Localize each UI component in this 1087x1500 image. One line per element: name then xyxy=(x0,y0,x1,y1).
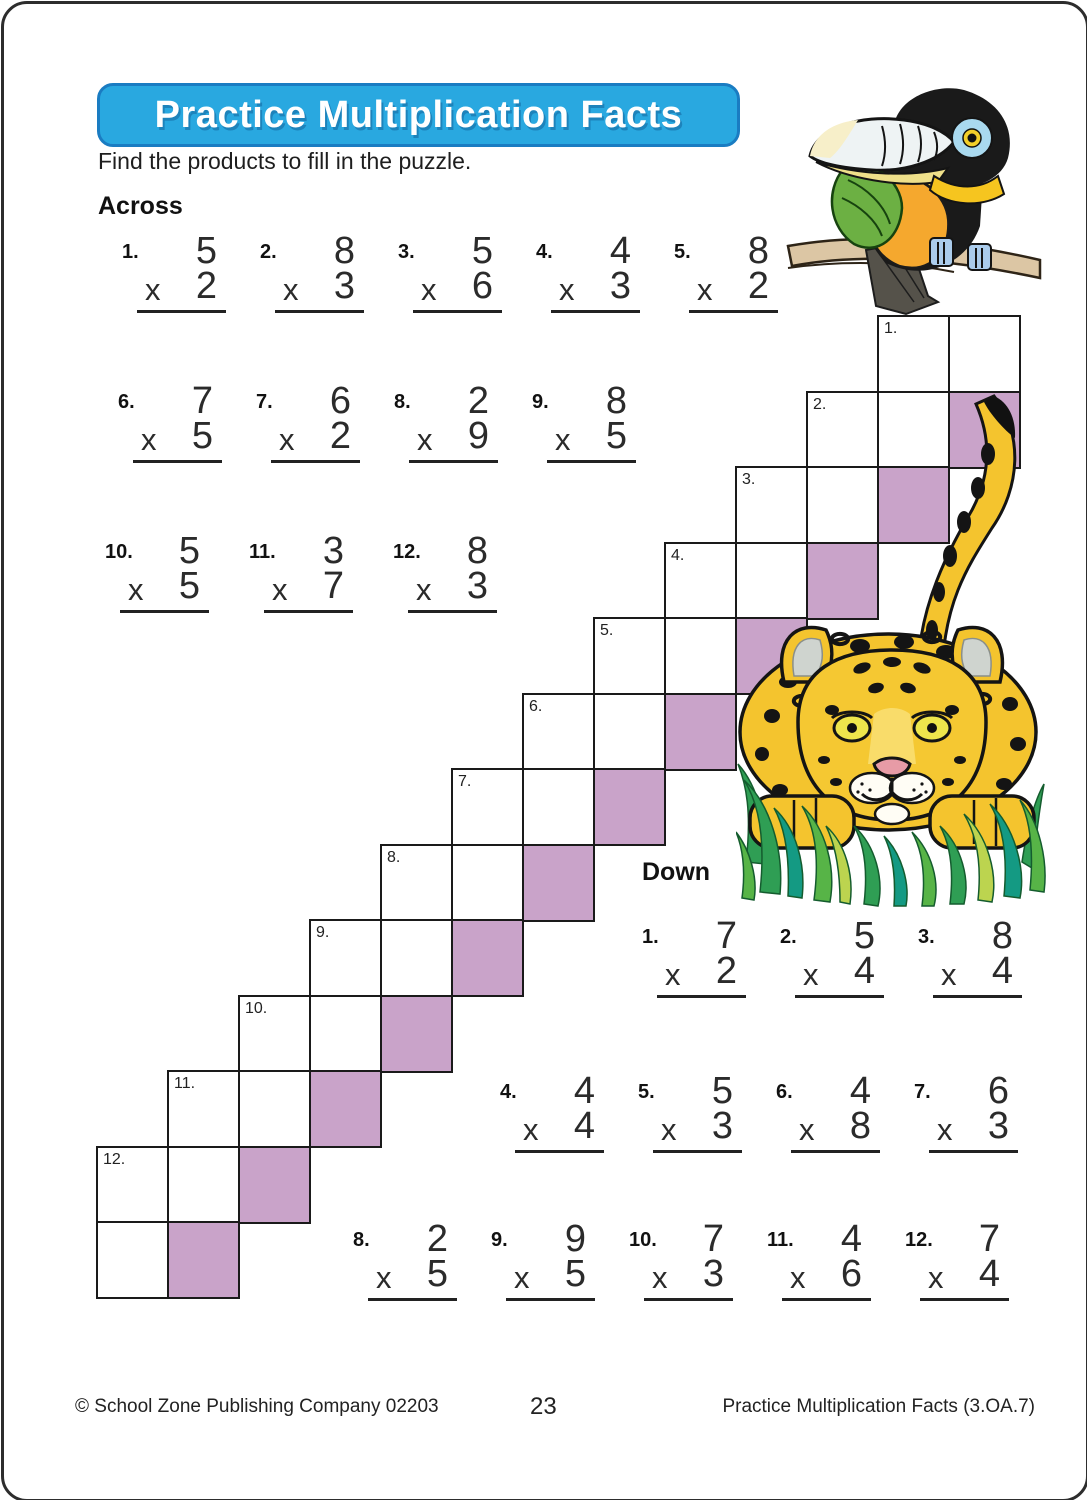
page-number: 23 xyxy=(530,1393,557,1420)
puzzle-cell-r3-c10[interactable] xyxy=(735,466,808,544)
times-sign: x xyxy=(697,272,713,307)
multiplicand: 8 xyxy=(466,530,488,572)
multiplier: 4 xyxy=(573,1105,595,1147)
puzzle-cell-r3-c11[interactable] xyxy=(806,466,879,544)
puzzle-cell-r4-c9[interactable] xyxy=(664,542,737,620)
answer-line[interactable] xyxy=(791,1150,880,1153)
answer-line[interactable] xyxy=(515,1150,604,1153)
problem-number: 4. xyxy=(536,241,553,263)
down-problem-5 xyxy=(638,1070,744,1167)
multiplier: 9 xyxy=(467,415,489,457)
times-sign: x xyxy=(799,1112,815,1147)
across-problem-12 xyxy=(393,530,499,627)
times-sign: x xyxy=(128,572,144,607)
multiplicand: 3 xyxy=(322,530,344,572)
puzzle-cell-number: 2. xyxy=(813,396,827,413)
down-problem-3 xyxy=(918,915,1024,1012)
problem-number: 7. xyxy=(256,391,273,413)
across-problem-3 xyxy=(398,230,504,327)
multiplicand: 7 xyxy=(978,1218,1000,1260)
multiplier-row xyxy=(776,1105,871,1147)
multiplier-row xyxy=(780,950,875,992)
across-problem-1 xyxy=(122,230,228,327)
down-problem-7 xyxy=(914,1070,1020,1167)
multiplier-row xyxy=(118,415,213,457)
answer-line[interactable] xyxy=(413,310,502,313)
puzzle-cell-r12-c3 xyxy=(238,1146,311,1224)
puzzle-cell-number: 3. xyxy=(742,471,756,488)
puzzle-cell-number: 4. xyxy=(671,547,685,564)
multiplier-row xyxy=(629,1253,724,1295)
multiplicand: 6 xyxy=(987,1070,1009,1112)
puzzle-cell-r4-c11 xyxy=(806,542,879,620)
answer-line[interactable] xyxy=(795,995,884,998)
times-sign: x xyxy=(941,957,957,992)
instructions-text: Find the products to fill in the puzzle. xyxy=(98,148,472,174)
multiplicand: 8 xyxy=(605,380,627,422)
down-problem-2 xyxy=(780,915,886,1012)
multiplicand: 5 xyxy=(195,230,217,272)
puzzle-cell-number: 6. xyxy=(529,698,543,715)
problem-number: 5. xyxy=(638,1081,655,1103)
multiplicand: 4 xyxy=(849,1070,871,1112)
times-sign: x xyxy=(421,272,437,307)
down-problem-9 xyxy=(491,1218,597,1315)
multiplier: 3 xyxy=(609,265,631,307)
puzzle-cell-number: 9. xyxy=(316,924,330,941)
multiplier-row xyxy=(905,1253,1000,1295)
answer-line[interactable] xyxy=(368,1298,457,1301)
puzzle-cell-number: 11. xyxy=(174,1075,196,1092)
times-sign: x xyxy=(937,1112,953,1147)
multiplier: 5 xyxy=(191,415,213,457)
multiplier-row xyxy=(767,1253,862,1295)
across-problem-6 xyxy=(118,380,224,477)
times-sign: x xyxy=(803,957,819,992)
times-sign: x xyxy=(279,422,295,457)
multiplicand: 7 xyxy=(702,1218,724,1260)
across-problem-5 xyxy=(674,230,780,327)
down-problem-8 xyxy=(353,1218,459,1315)
puzzle-cell-r13-c2 xyxy=(167,1221,240,1299)
puzzle-cell-number: 5. xyxy=(600,622,614,639)
multiplicand: 2 xyxy=(426,1218,448,1260)
puzzle-cell-r9-c5[interactable] xyxy=(380,919,453,997)
puzzle-cell-r7-c8 xyxy=(593,768,666,846)
problem-number: 12. xyxy=(905,1229,933,1251)
across-problem-4 xyxy=(536,230,642,327)
problem-number: 6. xyxy=(118,391,135,413)
multiplier-row xyxy=(638,1105,733,1147)
puzzle-cell-r12-c2[interactable] xyxy=(167,1146,240,1224)
answer-line[interactable] xyxy=(120,610,209,613)
answer-line[interactable] xyxy=(408,610,497,613)
puzzle-cell-r10-c5 xyxy=(380,995,453,1073)
multiplicand: 8 xyxy=(333,230,355,272)
times-sign: x xyxy=(559,272,575,307)
multiplier: 2 xyxy=(195,265,217,307)
multiplier-row xyxy=(500,1105,595,1147)
answer-line[interactable] xyxy=(133,460,222,463)
answer-line[interactable] xyxy=(551,310,640,313)
multiplier: 3 xyxy=(466,565,488,607)
puzzle-cell-number: 12. xyxy=(103,1151,126,1168)
down-problem-1 xyxy=(642,915,748,1012)
multiplier: 3 xyxy=(987,1105,1009,1147)
problem-number: 2. xyxy=(260,241,277,263)
across-problem-8 xyxy=(394,380,500,477)
puzzle-cell-r7-c7[interactable] xyxy=(522,768,595,846)
multiplier-row xyxy=(398,265,493,307)
multiplier: 3 xyxy=(711,1105,733,1147)
multiplicand: 9 xyxy=(564,1218,586,1260)
down-problem-10 xyxy=(629,1218,735,1315)
problem-number: 10. xyxy=(629,1229,657,1251)
times-sign: x xyxy=(376,1260,392,1295)
problem-number: 11. xyxy=(767,1229,794,1251)
puzzle-cell-r8-c7 xyxy=(522,844,595,922)
answer-line[interactable] xyxy=(689,310,778,313)
multiplier-row xyxy=(105,565,200,607)
puzzle-cell-r2-c13 xyxy=(948,391,1021,469)
across-problem-11 xyxy=(249,530,355,627)
problem-number: 5. xyxy=(674,241,691,263)
times-sign: x xyxy=(661,1112,677,1147)
title-banner xyxy=(97,83,740,147)
puzzle-cell-r6-c7[interactable] xyxy=(522,693,595,771)
times-sign: x xyxy=(272,572,288,607)
multiplicand: 4 xyxy=(840,1218,862,1260)
multiplier-row xyxy=(914,1105,1009,1147)
problem-number: 4. xyxy=(500,1081,517,1103)
answer-line[interactable] xyxy=(409,460,498,463)
puzzle-cell-r2-c12[interactable] xyxy=(877,391,950,469)
puzzle-cell-r9-c6 xyxy=(451,919,524,997)
times-sign: x xyxy=(665,957,681,992)
puzzle-cell-r4-c10[interactable] xyxy=(735,542,808,620)
times-sign: x xyxy=(514,1260,530,1295)
down-problem-4 xyxy=(500,1070,606,1167)
problem-number: 8. xyxy=(394,391,411,413)
puzzle-cell-number: 10. xyxy=(245,1000,268,1017)
across-problem-9 xyxy=(532,380,638,477)
multiplicand: 5 xyxy=(711,1070,733,1112)
multiplier-row xyxy=(393,565,488,607)
problem-number: 10. xyxy=(105,541,133,563)
puzzle-cell-r10-c4[interactable] xyxy=(309,995,382,1073)
puzzle-cell-r13-c1[interactable] xyxy=(96,1221,169,1299)
multiplier: 3 xyxy=(333,265,355,307)
multiplier-row xyxy=(536,265,631,307)
multiplier: 5 xyxy=(426,1253,448,1295)
multiplier: 8 xyxy=(849,1105,871,1147)
times-sign: x xyxy=(416,572,432,607)
times-sign: x xyxy=(141,422,157,457)
multiplier-row xyxy=(249,565,344,607)
multiplier-row xyxy=(353,1253,448,1295)
page-title: Practice Multiplication Facts xyxy=(154,93,683,136)
times-sign: x xyxy=(790,1260,806,1295)
across-problem-7 xyxy=(256,380,362,477)
answer-line[interactable] xyxy=(137,310,226,313)
answer-line[interactable] xyxy=(506,1298,595,1301)
answer-line[interactable] xyxy=(264,610,353,613)
down-heading: Down xyxy=(642,858,711,886)
multiplicand: 8 xyxy=(991,915,1013,957)
puzzle-cell-r11-c3[interactable] xyxy=(238,1070,311,1148)
puzzle-cell-number: 7. xyxy=(458,773,472,790)
answer-line[interactable] xyxy=(547,460,636,463)
times-sign: x xyxy=(555,422,571,457)
multiplicand: 8 xyxy=(747,230,769,272)
multiplier: 7 xyxy=(322,565,344,607)
problem-number: 1. xyxy=(122,241,139,263)
down-problem-6 xyxy=(776,1070,882,1167)
multiplier: 3 xyxy=(702,1253,724,1295)
times-sign: x xyxy=(652,1260,668,1295)
puzzle-cell-r7-c6[interactable] xyxy=(451,768,524,846)
puzzle-cell-r8-c6[interactable] xyxy=(451,844,524,922)
puzzle-cell-number: 1. xyxy=(884,320,898,337)
multiplier: 5 xyxy=(564,1253,586,1295)
times-sign: x xyxy=(283,272,299,307)
times-sign: x xyxy=(523,1112,539,1147)
multiplier: 5 xyxy=(605,415,627,457)
puzzle-cell-r5-c8[interactable] xyxy=(593,617,666,695)
multiplier: 2 xyxy=(329,415,351,457)
puzzle-cell-r12-c1[interactable] xyxy=(96,1146,169,1224)
times-sign: x xyxy=(928,1260,944,1295)
multiplier-row xyxy=(918,950,1013,992)
down-problem-11 xyxy=(767,1218,873,1315)
answer-line[interactable] xyxy=(644,1298,733,1301)
problem-number: 11. xyxy=(249,541,276,563)
answer-line[interactable] xyxy=(929,1150,1018,1153)
problem-number: 7. xyxy=(914,1081,931,1103)
answer-line[interactable] xyxy=(933,995,1022,998)
multiplier-row xyxy=(394,415,489,457)
times-sign: x xyxy=(145,272,161,307)
puzzle-cell-r6-c9 xyxy=(664,693,737,771)
problem-number: 3. xyxy=(398,241,415,263)
multiplier-row xyxy=(674,265,769,307)
multiplier-row xyxy=(491,1253,586,1295)
puzzle-cell-r2-c11[interactable] xyxy=(806,391,879,469)
puzzle-cell-r6-c8[interactable] xyxy=(593,693,666,771)
answer-line[interactable] xyxy=(782,1298,871,1301)
puzzle-cell-r3-c12 xyxy=(877,466,950,544)
multiplier-row xyxy=(260,265,355,307)
problem-number: 3. xyxy=(918,926,935,948)
problem-number: 12. xyxy=(393,541,421,563)
multiplier: 2 xyxy=(747,265,769,307)
copyright-text: © School Zone Publishing Company 02203 xyxy=(75,1396,439,1417)
problem-number: 2. xyxy=(780,926,797,948)
times-sign: x xyxy=(417,422,433,457)
answer-line[interactable] xyxy=(920,1298,1009,1301)
multiplicand: 6 xyxy=(329,380,351,422)
multiplicand: 4 xyxy=(609,230,631,272)
problem-number: 8. xyxy=(353,1229,370,1251)
multiplicand: 4 xyxy=(573,1070,595,1112)
multiplier-row xyxy=(256,415,351,457)
puzzle-cell-r9-c4[interactable] xyxy=(309,919,382,997)
puzzle-cell-r5-c9[interactable] xyxy=(664,617,737,695)
puzzle-cell-r5-c10 xyxy=(735,617,808,695)
answer-line[interactable] xyxy=(271,460,360,463)
problem-number: 6. xyxy=(776,1081,793,1103)
puzzle-cell-r1-c12[interactable] xyxy=(877,315,950,393)
puzzle-cell-r11-c4 xyxy=(309,1070,382,1148)
multiplier: 5 xyxy=(178,565,200,607)
answer-line[interactable] xyxy=(275,310,364,313)
multiplier: 2 xyxy=(715,950,737,992)
puzzle-cell-r11-c2[interactable] xyxy=(167,1070,240,1148)
multiplicand: 7 xyxy=(715,915,737,957)
answer-line[interactable] xyxy=(653,1150,742,1153)
multiplicand: 7 xyxy=(191,380,213,422)
multiplicand: 5 xyxy=(178,530,200,572)
multiplier: 4 xyxy=(853,950,875,992)
answer-line[interactable] xyxy=(657,995,746,998)
puzzle-cell-r8-c5[interactable] xyxy=(380,844,453,922)
across-problem-2 xyxy=(260,230,366,327)
multiplier: 4 xyxy=(978,1253,1000,1295)
down-problem-12 xyxy=(905,1218,1011,1315)
across-problem-10 xyxy=(105,530,211,627)
footer-standard-text: Practice Multiplication Facts (3.OA.7) xyxy=(722,1396,1035,1417)
multiplier: 6 xyxy=(471,265,493,307)
multiplier-row xyxy=(122,265,217,307)
problem-number: 1. xyxy=(642,926,659,948)
across-heading: Across xyxy=(98,192,183,220)
multiplier-row xyxy=(642,950,737,992)
problem-number: 9. xyxy=(532,391,549,413)
puzzle-cell-number: 8. xyxy=(387,849,401,866)
multiplicand: 2 xyxy=(467,380,489,422)
problem-number: 9. xyxy=(491,1229,508,1251)
puzzle-cell-r10-c3[interactable] xyxy=(238,995,311,1073)
puzzle-cell-r1-c13[interactable] xyxy=(948,315,1021,393)
multiplier: 6 xyxy=(840,1253,862,1295)
multiplicand: 5 xyxy=(471,230,493,272)
multiplicand: 5 xyxy=(853,915,875,957)
multiplier: 4 xyxy=(991,950,1013,992)
multiplier-row xyxy=(532,415,627,457)
